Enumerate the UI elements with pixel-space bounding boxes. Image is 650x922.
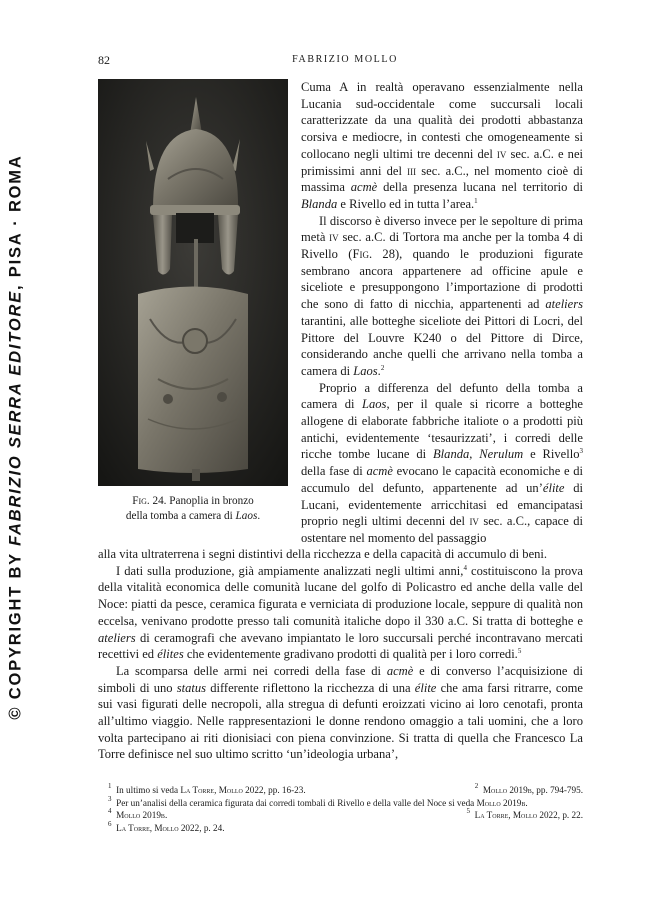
footnotes	[108, 784, 583, 835]
paragraph-continuation: alla vita ultraterrena i segni distintivi della ricchezza e della capacità di accumulo di beni.	[98, 547, 548, 561]
bronze-panoply-image	[98, 79, 288, 486]
footnote-2: $^2$ Mollo 2019b, pp. 794-795.	[474, 782, 583, 795]
paragraph: Proprio a differenza del defunto della tomba a camera di Laos, per il quale si ricorre a botteghe allogene di elaborate fabbriche italiote o a prodotti più antichi, evidentemente ‘tesaurizzati’, i corredi delle ricche tombe lucane di Blanda, Nerulum e Rivello$^3$ della fase di acmè evocano le capacità economiche e di accumulo del defunto, appartenente ad un’élite di Lucani, evidentemente arricchitasi ed emancipatasi proprio negli ultimi decenni del iv sec. a.C., capace di ostentare nel momento del passaggio	[301, 380, 583, 545]
footnote-5: $^5$ La Torre, Mollo 2022, p. 22.	[466, 807, 583, 821]
main-text-column	[301, 79, 583, 547]
footnote-1: $^1$ In ultimo si veda La Torre, Mollo 2022, pp. 16-23.	[108, 782, 306, 795]
page-number: 82	[98, 53, 110, 67]
paragraph: Cuma A in realtà operavano essenzialmente nella Lucania sud-occidentale come succursali locali caratterizzate da una qualità dei prodotti abbastanza corsiva e mediocre, in contesti che omogeneamente si collocano negli ultimi tre decenni del iv sec. a.C. e nei primissimi anni del iii sec. a.C., nel momento cioè di massima acmè della presenza lucana nel territorio di Blanda e Rivello ed in tutta l’area.$^1$	[301, 80, 584, 211]
paragraph: Il discorso è diverso invece per le sepolture di prima metà iv sec. a.C. di Tortora ma anche per la tomba 4 di Rivello (Fig. 28), quando le produzioni figurate sembrano ancora appartenere ad officine apule e siceliote e presuppongono l’importazione di prodotti che sono di fatto di nicchia, appartenenti ad ateliers tarantini, alle botteghe siceliote dei Pittori di Locri, del Pittore del Louvre K240 o del Pittore di Dirce, considerando anche quelli che arrivano nella tomba a camera di Laos.$^2$	[301, 213, 583, 378]
footnote-4: $^4$ Mollo 2019b.	[108, 807, 168, 821]
running-head: FABRIZIO MOLLO	[292, 54, 398, 65]
footnote-3: $^3$ Per un’analisi della ceramica figurata dai corredi tombali di Rivello e della valle del Noce si veda Mollo 2019b.	[108, 794, 528, 808]
main-text-full-width	[98, 546, 583, 763]
paragraph: I dati sulla produzione, già ampiamente analizzati negli ultimi anni,$^4$ costituiscono la prova della vitalità economica delle comunità lucane del golfo di Policastro ed anche della valle del Noce: piatti da pesce, ceramica figurata e verniciata di produzione locale, seppure di qualità non eccelsa, venivano prodotte presso tali comunità italiche dopo il 330 a.C. Si tratta di botteghe e ateliers di ceramografi che avevano impiantato le loro succursali perché incontravano mercati recettivi ed élites che evidentemente gradivano prodotti di qualità per i loro corredi.$^5$	[98, 563, 583, 662]
figure-panoply-photo	[98, 79, 288, 486]
footnote-6: $^6$ La Torre, Mollo 2022, p. 24.	[108, 820, 225, 834]
copyright-notice	[0, 0, 32, 922]
copyright-text: © COPYRIGHT BY FABRIZIO SERRA EDITORE, PISA · ROMA	[6, 154, 25, 720]
paragraph: La scomparsa delle armi nei corredi della fase di acmè e di converso l’acquisizione di simboli di uno status differente riflettono la ricchezza di una élite che ama farsi ritrarre, come sui vasi figurati delle necropoli, alla stregua di defunti eroizzati vicino ai loro cenotafi, pronta all’ultimo viaggio. Nelle rappresentazioni le donne rendono omaggio a tali uomini, che a loro volta partecipano ai riti dionisiaci con piena convinzione. Si tratta di quella che Francesco La Torre definisce nel suo ultimo scritto ‘un’ideologia urbana’,	[98, 663, 583, 762]
figure-caption: Fig. 24. Panoplia in bronzo della tomba a camera di Laos.	[125, 495, 261, 522]
